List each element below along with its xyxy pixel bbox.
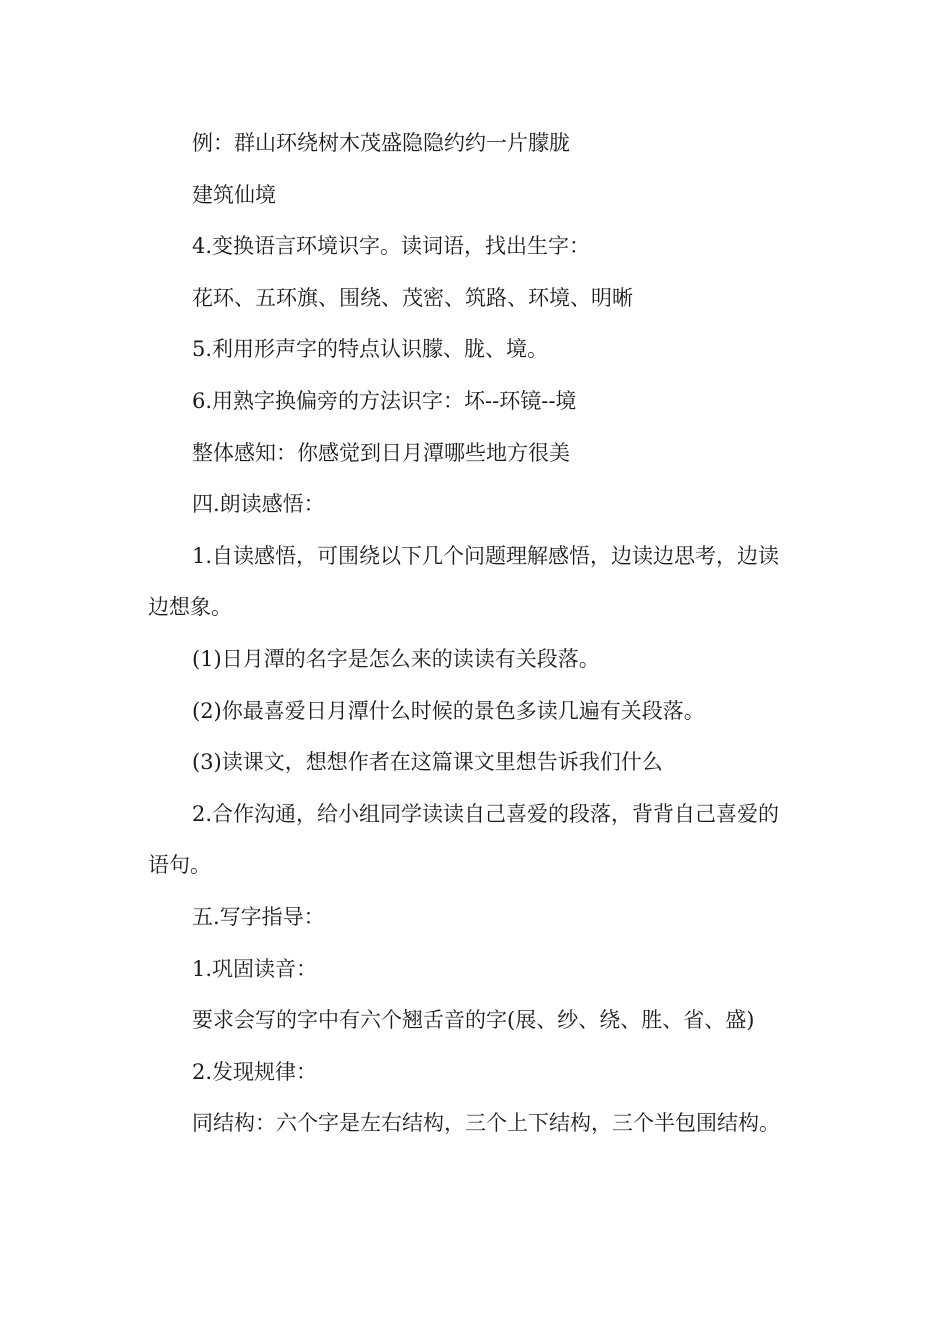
paragraph-question-3: (3)读课文，想想作者在这篇课文里想告诉我们什么 (192, 750, 663, 775)
paragraph-structure: 同结构：六个字是左右结构，三个上下结构，三个半包围结构。 (192, 1111, 780, 1136)
paragraph-retroflex: 要求会写的字中有六个翘舌音的字(展、纱、绕、胜、省、盛) (192, 1008, 755, 1033)
paragraph-example: 例：群山环绕树木茂盛隐隐约约一片朦胧 (192, 131, 570, 155)
paragraph-pattern: 2.发现规律： (192, 1059, 318, 1084)
paragraph-reading: 1.巩固读音： (192, 956, 318, 981)
heading-section-5: 五.写字指导： (192, 904, 325, 929)
heading-section-4: 四.朗读感悟： (192, 492, 325, 517)
paragraph-question-1: (1)日月潭的名字是怎么来的读读有关段落。 (192, 646, 600, 671)
paragraph-cooperate: 2.合作沟通，给小组同学读读自己喜爱的段落，背背自己喜爱的语句。 (148, 801, 780, 878)
paragraph-step-6: 6.用熟字换偏旁的方法识字：坏--环镜--境 (192, 388, 577, 413)
paragraph-step-5: 5.利用形声字的特点认识朦、胧、境。 (192, 337, 549, 362)
paragraph-word-list: 花环、五环旗、围绕、茂密、筑路、环境、明晰 (192, 285, 633, 310)
paragraph-question-2: (2)你最喜爱日月潭什么时候的景色多读几遍有关段落。 (192, 698, 705, 723)
paragraph-example-cont: 建筑仙境 (192, 182, 276, 207)
document-body (148, 118, 798, 1150)
paragraph-overall: 整体感知：你感觉到日月潭哪些地方很美 (192, 440, 570, 465)
paragraph-step-4: 4.变换语言环境识字。读词语，找出生字： (192, 234, 591, 259)
paragraph-self-read: 1.自读感悟，可围绕以下几个问题理解感悟，边读边思考，边读边想象。 (148, 543, 780, 620)
